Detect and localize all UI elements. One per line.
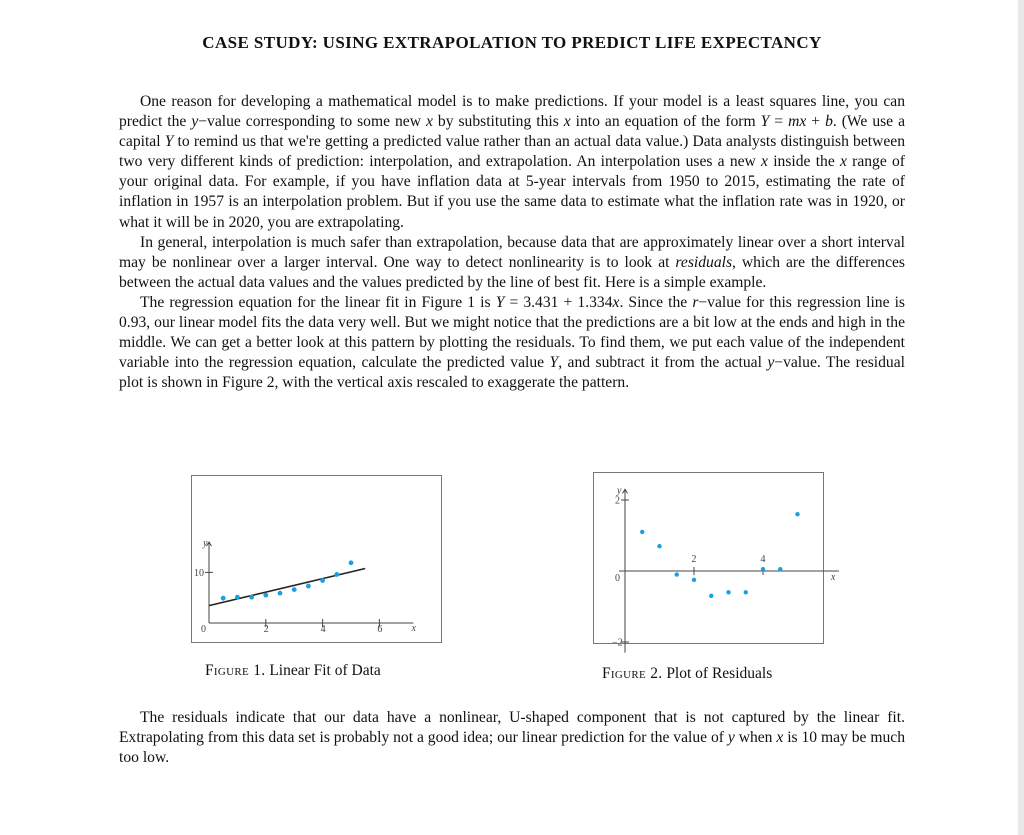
text-run: = 3.431 + 1.334	[504, 293, 613, 311]
figure-1-chart	[192, 476, 441, 642]
math-term: mx	[788, 113, 807, 131]
residual-point	[709, 594, 713, 598]
text-run: In general, interpolation is much safer than extrapolation, because data that are approximately linear over a short interval may be nonlinear over a larger interval. One way to detect nonlinearity is to look at	[119, 233, 905, 271]
paragraph-3	[119, 293, 905, 393]
residual-point	[795, 512, 799, 516]
text-run: . (We use a capital	[119, 113, 906, 151]
text-run: One reason for developing a mathematical model is to make predictions. If your model is a least squares line, you can predict the	[119, 93, 905, 131]
x-tick-label: 4	[760, 554, 766, 565]
residual-point	[657, 544, 661, 548]
figure-1-caption-label: Figure 1.	[205, 662, 266, 679]
data-point	[278, 591, 283, 596]
residual-point	[640, 530, 644, 534]
data-point	[334, 572, 339, 577]
figure-2-caption-text: Plot of Residuals	[666, 665, 773, 682]
figure-1-linear-fit	[191, 475, 442, 643]
text-run: . Since the	[619, 293, 693, 311]
regression-line	[209, 569, 365, 606]
data-point	[320, 578, 325, 583]
paragraph-2	[119, 233, 905, 293]
text-run: −value. The residual plot is shown in Figure 2, with the vertical axis rescaled to exaggerate the pattern.	[119, 354, 905, 392]
residual-point	[761, 567, 765, 571]
final-paragraph	[119, 708, 905, 768]
text-run: =	[769, 113, 789, 131]
math-term: Y	[549, 354, 559, 372]
residual-point	[675, 572, 679, 576]
text-run: is 10 may be much too low.	[119, 729, 905, 767]
math-term: Y	[164, 133, 174, 151]
figure-1-caption	[205, 662, 381, 680]
math-term: y	[767, 354, 775, 372]
data-point	[263, 593, 268, 598]
text-run: range of your original data. For example, if you have inflation data at 5-year intervals from 1950 to 2015, estimating the rate of inflation in 1957 is an interpolation problem. But if you use the same data to estimate what the inflation rate was in 1920, or what it will be in 2020, you are extrapolating.	[119, 153, 905, 231]
residual-point	[692, 578, 696, 582]
y-tick-label: 2	[615, 495, 620, 507]
text-run: The residuals indicate that our data have a nonlinear, U-shaped component that is not captured by the linear fit. Extrapolating from this data set is probably not a good idea; our linear prediction for the value of	[119, 709, 905, 747]
math-term: x	[776, 729, 784, 747]
residual-point	[726, 590, 730, 594]
text-run: when	[734, 729, 777, 747]
x-axis-label: x	[830, 572, 836, 583]
math-term: Y	[760, 113, 770, 131]
page-edge-shadow	[1018, 0, 1024, 835]
figure-2-caption-label: Figure 2.	[602, 665, 663, 682]
x-axis-label: x	[411, 623, 416, 634]
figure-2-residuals	[593, 472, 836, 649]
text-run: −value for this regression line is 0.93, our linear model fits the data very well. But we might notice that the predictions are a bit low at the ends and high in the middle. We can get a better look at this pattern by plotting the residuals. To find them, we put each value of the independent variable into the regression equation, calculate the predicted value	[119, 293, 906, 372]
data-point	[349, 560, 354, 565]
text-run: inside the	[767, 153, 840, 171]
math-term: residuals	[675, 253, 733, 271]
y-tick-label: 10	[194, 567, 204, 579]
paragraph-1	[119, 92, 905, 233]
residual-point	[744, 590, 748, 594]
x-tick-label: 4	[320, 624, 326, 635]
conclusion-paragraph-block	[119, 708, 905, 768]
data-point	[292, 587, 297, 592]
text-run: to remind us that we're getting a predicted value rather than an actual data value.) Data analysts distinguish between two very different kinds of prediction: interpolation, and extrapolation. An interpolation uses a new	[119, 133, 905, 171]
text-run: into an equation of the form	[570, 113, 761, 131]
x-tick-label: 2	[263, 624, 269, 635]
data-point	[221, 596, 226, 601]
text-run: +	[806, 113, 826, 131]
math-term: x	[839, 153, 847, 171]
text-run: by substituting this	[432, 113, 564, 131]
text-run: , and subtract it from the actual	[558, 354, 768, 372]
figure-2-chart	[594, 473, 836, 649]
data-point	[235, 595, 240, 600]
body-paragraphs	[119, 92, 905, 393]
data-point	[249, 595, 254, 600]
math-term: Y	[495, 293, 505, 311]
y-axis-label: y	[617, 485, 622, 497]
data-point	[306, 584, 311, 589]
origin-label: 0	[201, 624, 206, 635]
text-run: , which are the differences between the actual data values and the values predicted by the line of best fit. Here is a simple example.	[119, 253, 905, 291]
residual-point	[778, 567, 782, 571]
y-tick-label: −2	[612, 637, 623, 649]
text-run: The regression equation for the linear fit in Figure 1 is	[140, 293, 496, 311]
x-tick-label: 2	[691, 554, 697, 565]
math-term: y	[727, 729, 735, 747]
math-term: x	[425, 113, 433, 131]
math-term: x	[761, 153, 768, 171]
y-tick-label: 0	[615, 573, 620, 584]
math-term: b	[825, 113, 833, 131]
text-run: −value corresponding to some new	[198, 113, 426, 131]
x-tick-label: 6	[377, 624, 383, 635]
page-title: CASE STUDY: USING EXTRAPOLATION TO PREDICT LIFE EXPECTANCY	[202, 33, 822, 52]
math-term: x	[612, 293, 620, 311]
math-term: x	[563, 113, 571, 131]
y-axis-label: y	[203, 538, 208, 550]
figure-2-caption	[602, 665, 772, 683]
math-term: y	[191, 113, 199, 131]
math-term: r	[692, 293, 699, 311]
figure-1-caption-text: Linear Fit of Data	[269, 662, 381, 679]
